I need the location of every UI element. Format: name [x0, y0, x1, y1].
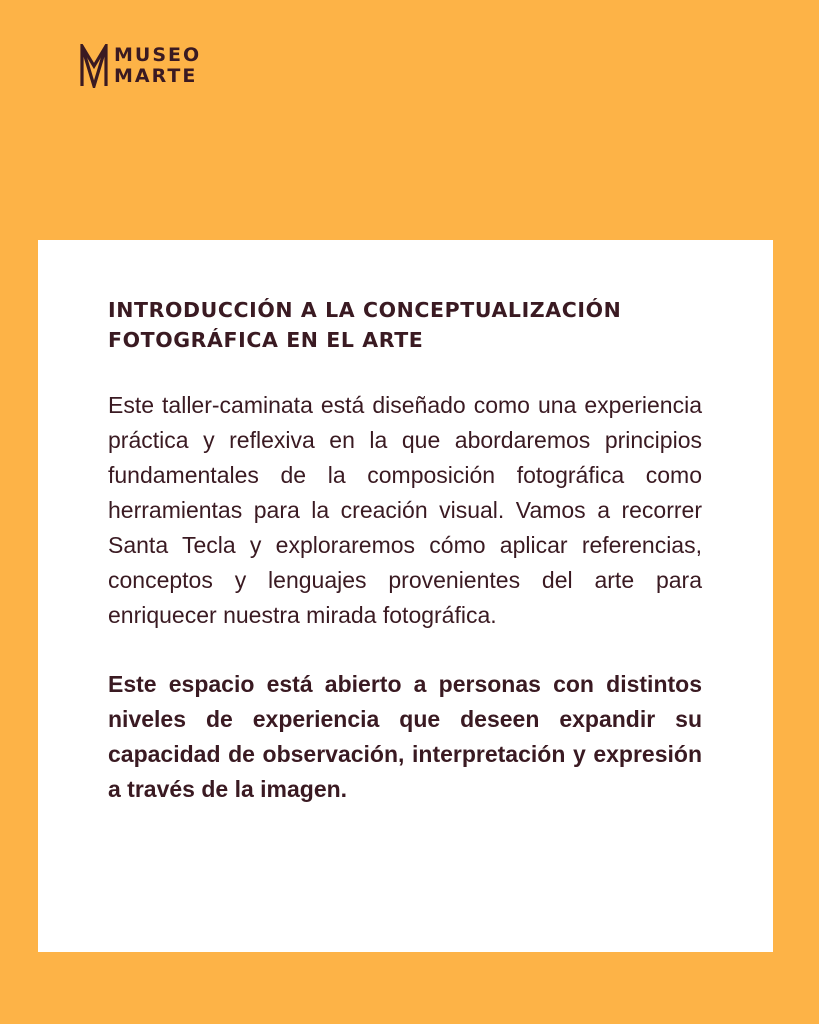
card-content	[108, 295, 702, 807]
card-title-line1: INTRODUCCIÓN A LA CONCEPTUALIZACIÓN	[108, 298, 622, 322]
audience-paragraph: Este espacio está abierto a personas con distintos niveles de experiencia que deseen expandir su capacidad de observación, interpretación y expresión a través de la imagen.	[108, 671, 702, 802]
info-card	[38, 240, 773, 952]
card-title	[108, 295, 702, 355]
museo-marte-m-icon	[80, 44, 108, 88]
brand-name	[114, 45, 201, 87]
brand-name-line1: MUSEO	[114, 44, 202, 66]
brand-logo	[80, 44, 201, 88]
brand-name-line2: MARTE	[114, 65, 198, 87]
description-paragraph: Este taller-caminata está diseñado como una experiencia práctica y reflexiva en la que abordaremos principios fundamentales de la composición fotográfica como herramientas para la creación visual. Vamos a recorrer Santa Tecla y exploraremos cómo aplicar referencias, conceptos y lenguajes provenientes del arte para enriquecer nuestra mirada fotográfica.	[108, 392, 702, 628]
card-title-line2: FOTOGRÁFICA EN EL ARTE	[108, 328, 424, 352]
